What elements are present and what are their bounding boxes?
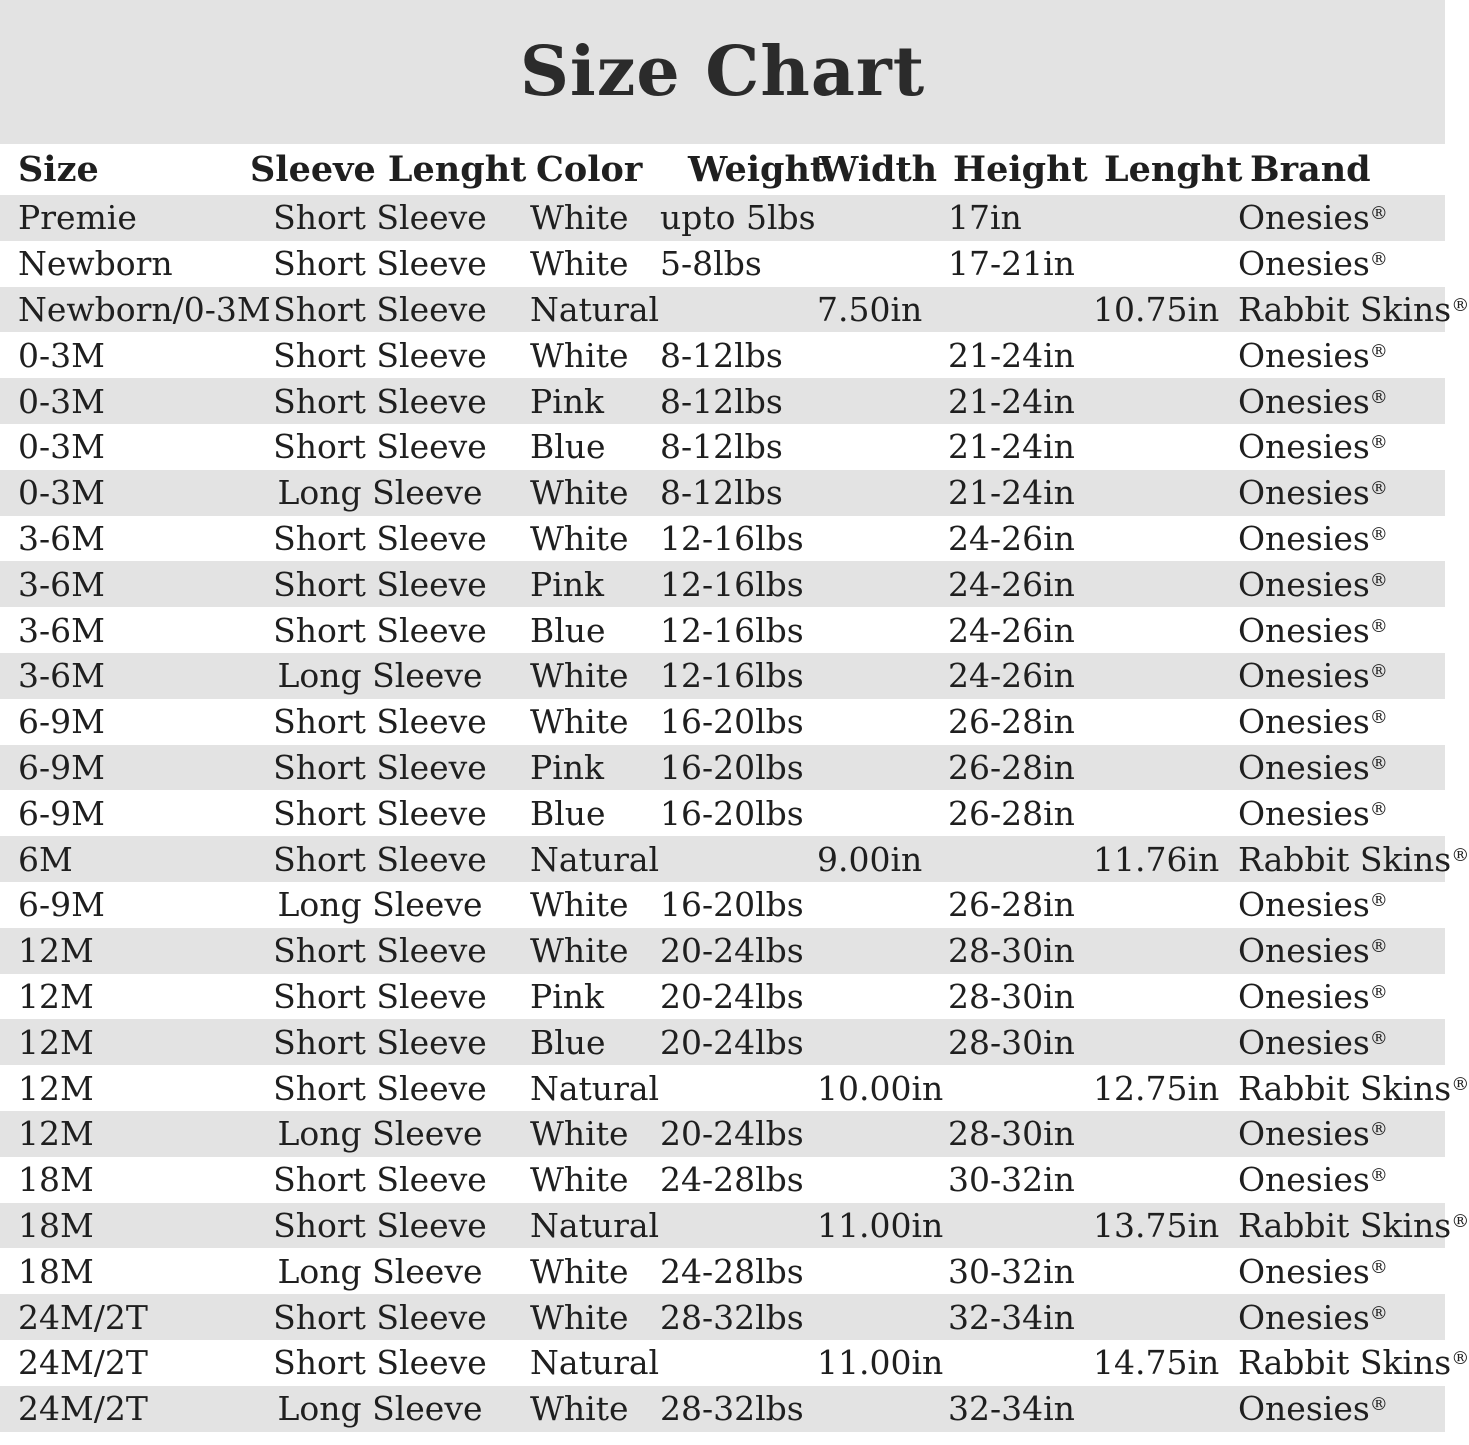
cell-sleeve: Short Sleeve: [273, 335, 487, 375]
cell-weight: [650, 1065, 805, 1111]
cell-height: 26-28in: [948, 793, 1075, 833]
cell-color: Natural: [530, 1205, 660, 1245]
cell-brand: Onesies®: [1238, 1022, 1388, 1062]
cell-length: [1085, 516, 1230, 562]
cell-width: [805, 1248, 940, 1294]
cell-size: 18M: [18, 1205, 94, 1245]
cell-brand: Onesies®: [1238, 1160, 1388, 1200]
registered-trademark-symbol: ®: [1369, 890, 1388, 912]
cell-weight: 8-12lbs: [660, 473, 783, 513]
cell-sleeve: Short Sleeve: [273, 1068, 487, 1108]
title-area: [0, 0, 1445, 144]
cell-brand: Onesies®: [1238, 1389, 1388, 1429]
cell-width: [805, 195, 940, 241]
cell-size: Newborn: [18, 244, 173, 284]
cell-size: 12M: [18, 931, 94, 971]
cell-color: White: [530, 473, 629, 513]
cell-sleeve: Short Sleeve: [273, 381, 487, 421]
cell-length: [1085, 1157, 1230, 1203]
cell-height: 30-32in: [948, 1251, 1075, 1291]
cell-brand: Onesies®: [1238, 473, 1388, 513]
cell-height: 21-24in: [948, 473, 1075, 513]
cell-size: 0-3M: [18, 473, 105, 513]
cell-color: White: [530, 1160, 629, 1200]
cell-color: Pink: [530, 381, 605, 421]
cell-brand: Onesies®: [1238, 610, 1388, 650]
cell-brand: Onesies®: [1238, 656, 1388, 696]
cell-sleeve: Short Sleeve: [273, 198, 487, 238]
cell-size: 3-6M: [18, 564, 105, 604]
cell-sleeve: Short Sleeve: [273, 1160, 487, 1200]
cell-sleeve: Short Sleeve: [273, 793, 487, 833]
cell-height: 24-26in: [948, 518, 1075, 558]
cell-color: Pink: [530, 976, 605, 1016]
cell-length: [1085, 1019, 1230, 1065]
cell-brand: Rabbit Skins®: [1238, 1205, 1469, 1245]
cell-brand: Onesies®: [1238, 1114, 1388, 1154]
cell-color: Blue: [530, 1022, 606, 1062]
cell-brand: Onesies®: [1238, 793, 1388, 833]
cell-length: [1085, 607, 1230, 653]
cell-height: [940, 287, 1085, 333]
cell-width: [805, 653, 940, 699]
registered-trademark-symbol: ®: [1369, 981, 1388, 1003]
cell-length: [1085, 882, 1230, 928]
cell-size: 18M: [18, 1160, 94, 1200]
column-header-brand: Brand: [1250, 149, 1371, 190]
cell-size: 12M: [18, 976, 94, 1016]
registered-trademark-symbol: ®: [1369, 1165, 1388, 1187]
table-row: [0, 974, 1445, 1020]
cell-height: 24-26in: [948, 656, 1075, 696]
cell-size: 6-9M: [18, 747, 105, 787]
cell-color: White: [530, 1114, 629, 1154]
cell-sleeve: Short Sleeve: [273, 289, 487, 329]
cell-brand: Onesies®: [1238, 1251, 1388, 1291]
cell-brand: Rabbit Skins®: [1238, 289, 1469, 329]
cell-color: White: [530, 1297, 629, 1337]
table-row: [0, 1386, 1445, 1432]
cell-length: [1085, 195, 1230, 241]
cell-size: 6-9M: [18, 702, 105, 742]
cell-color: Natural: [530, 1343, 660, 1383]
cell-height: 21-24in: [948, 381, 1075, 421]
cell-sleeve: Short Sleeve: [273, 1343, 487, 1383]
cell-width: [805, 1386, 940, 1432]
table-row: [0, 836, 1445, 882]
cell-length: 13.75in: [1093, 1205, 1220, 1245]
cell-brand: Onesies®: [1238, 518, 1388, 558]
cell-sleeve: Long Sleeve: [277, 473, 483, 513]
cell-width: [805, 332, 940, 378]
cell-height: 21-24in: [948, 335, 1075, 375]
registered-trademark-symbol: ®: [1369, 1256, 1388, 1278]
header-row: [0, 144, 1445, 195]
cell-color: Pink: [530, 747, 605, 787]
registered-trademark-symbol: ®: [1369, 798, 1388, 820]
cell-height: [940, 1065, 1085, 1111]
cell-length: 14.75in: [1093, 1343, 1220, 1383]
cell-weight: upto 5lbs: [660, 198, 816, 238]
registered-trademark-symbol: ®: [1451, 1348, 1469, 1370]
cell-color: White: [530, 518, 629, 558]
cell-weight: 12-16lbs: [660, 564, 804, 604]
cell-length: [1085, 1294, 1230, 1340]
table-row: [0, 745, 1445, 791]
cell-color: White: [530, 1389, 629, 1429]
cell-length: [1085, 1111, 1230, 1157]
cell-sleeve: Long Sleeve: [277, 885, 483, 925]
registered-trademark-symbol: ®: [1451, 1073, 1469, 1095]
cell-width: [805, 699, 940, 745]
cell-color: White: [530, 335, 629, 375]
cell-width: 11.00in: [817, 1205, 944, 1245]
cell-sleeve: Short Sleeve: [273, 518, 487, 558]
registered-trademark-symbol: ®: [1369, 249, 1388, 271]
cell-size: 0-3M: [18, 381, 105, 421]
cell-size: 18M: [18, 1251, 94, 1291]
table-row: [0, 1203, 1445, 1249]
registered-trademark-symbol: ®: [1369, 752, 1388, 774]
cell-length: [1085, 470, 1230, 516]
cell-color: White: [530, 702, 629, 742]
cell-sleeve: Long Sleeve: [277, 656, 483, 696]
cell-color: White: [530, 931, 629, 971]
cell-color: Natural: [530, 839, 660, 879]
cell-width: [805, 1157, 940, 1203]
cell-height: 30-32in: [948, 1160, 1075, 1200]
cell-weight: [650, 287, 805, 333]
cell-height: 24-26in: [948, 564, 1075, 604]
cell-width: [805, 516, 940, 562]
cell-brand: Onesies®: [1238, 747, 1388, 787]
table-row: [0, 195, 1445, 241]
cell-size: 3-6M: [18, 610, 105, 650]
cell-size: 6-9M: [18, 885, 105, 925]
cell-size: Newborn/0-3M: [18, 289, 271, 329]
cell-weight: 20-24lbs: [660, 1022, 804, 1062]
cell-sleeve: Short Sleeve: [273, 976, 487, 1016]
cell-weight: 20-24lbs: [660, 976, 804, 1016]
table-row: [0, 1157, 1445, 1203]
cell-weight: 8-12lbs: [660, 335, 783, 375]
table-row: [0, 287, 1445, 333]
registered-trademark-symbol: ®: [1369, 707, 1388, 729]
cell-height: 17-21in: [948, 244, 1075, 284]
cell-length: [1085, 699, 1230, 745]
cell-size: 6M: [18, 839, 73, 879]
cell-brand: Onesies®: [1238, 335, 1388, 375]
cell-brand: Onesies®: [1238, 381, 1388, 421]
cell-sleeve: Long Sleeve: [277, 1389, 483, 1429]
cell-brand: Onesies®: [1238, 885, 1388, 925]
cell-width: [805, 561, 940, 607]
cell-weight: 12-16lbs: [660, 610, 804, 650]
cell-length: [1085, 745, 1230, 791]
cell-color: White: [530, 885, 629, 925]
registered-trademark-symbol: ®: [1369, 661, 1388, 683]
cell-weight: 12-16lbs: [660, 656, 804, 696]
cell-color: Blue: [530, 610, 606, 650]
cell-color: Blue: [530, 427, 606, 467]
cell-brand: Onesies®: [1238, 244, 1388, 284]
cell-sleeve: Short Sleeve: [273, 1022, 487, 1062]
registered-trademark-symbol: ®: [1369, 936, 1388, 958]
cell-length: [1085, 561, 1230, 607]
registered-trademark-symbol: ®: [1369, 524, 1388, 545]
cell-weight: 20-24lbs: [660, 1114, 804, 1154]
cell-sleeve: Short Sleeve: [273, 564, 487, 604]
cell-weight: 16-20lbs: [660, 793, 804, 833]
cell-size: 24M/2T: [18, 1389, 148, 1429]
cell-length: 11.76in: [1093, 839, 1220, 879]
cell-length: [1085, 790, 1230, 836]
cell-brand: Onesies®: [1238, 427, 1388, 467]
registered-trademark-symbol: ®: [1369, 569, 1388, 591]
cell-sleeve: Short Sleeve: [273, 244, 487, 284]
cell-size: 0-3M: [18, 427, 105, 467]
cell-sleeve: Short Sleeve: [273, 1205, 487, 1245]
table-row: [0, 928, 1445, 974]
cell-weight: [650, 1203, 805, 1249]
cell-color: Pink: [530, 564, 605, 604]
cell-height: [940, 836, 1085, 882]
cell-color: White: [530, 1251, 629, 1291]
column-header-width: Width: [819, 149, 938, 190]
cell-length: [1085, 332, 1230, 378]
cell-length: [1085, 241, 1230, 287]
cell-size: 3-6M: [18, 518, 105, 558]
cell-weight: 20-24lbs: [660, 931, 804, 971]
cell-color: Natural: [530, 1068, 660, 1108]
cell-weight: 16-20lbs: [660, 702, 804, 742]
cell-weight: 5-8lbs: [660, 244, 762, 284]
table-row: [0, 470, 1445, 516]
cell-size: 3-6M: [18, 656, 105, 696]
cell-sleeve: Short Sleeve: [273, 839, 487, 879]
cell-weight: 16-20lbs: [660, 747, 804, 787]
table-row: [0, 424, 1445, 470]
cell-size: 24M/2T: [18, 1343, 148, 1383]
cell-brand: Onesies®: [1238, 564, 1388, 604]
table-row: [0, 241, 1445, 287]
cell-width: [805, 607, 940, 653]
column-header-height: Height: [953, 149, 1088, 190]
cell-weight: [650, 836, 805, 882]
table-row: [0, 607, 1445, 653]
cell-height: 17in: [948, 198, 1022, 238]
cell-weight: 24-28lbs: [660, 1251, 804, 1291]
cell-width: [805, 928, 940, 974]
cell-length: [1085, 974, 1230, 1020]
cell-width: 7.50in: [817, 289, 923, 329]
cell-width: [805, 470, 940, 516]
cell-height: 26-28in: [948, 747, 1075, 787]
cell-size: 0-3M: [18, 335, 105, 375]
table-row: [0, 1248, 1445, 1294]
registered-trademark-symbol: ®: [1369, 340, 1388, 362]
size-chart-table: [0, 144, 1469, 1432]
registered-trademark-symbol: ®: [1369, 203, 1388, 225]
cell-brand: Onesies®: [1238, 931, 1388, 971]
cell-weight: 24-28lbs: [660, 1160, 804, 1200]
registered-trademark-symbol: ®: [1369, 478, 1388, 500]
table-row: [0, 561, 1445, 607]
registered-trademark-symbol: ®: [1369, 432, 1388, 454]
cell-height: 32-34in: [948, 1389, 1075, 1429]
cell-weight: 8-12lbs: [660, 381, 783, 421]
cell-sleeve: Short Sleeve: [273, 427, 487, 467]
cell-weight: 28-32lbs: [660, 1389, 804, 1429]
cell-width: [805, 378, 940, 424]
table-row: [0, 378, 1445, 424]
cell-sleeve: Long Sleeve: [277, 1251, 483, 1291]
registered-trademark-symbol: ®: [1369, 1119, 1388, 1141]
cell-height: 26-28in: [948, 885, 1075, 925]
cell-size: 24M/2T: [18, 1297, 148, 1337]
registered-trademark-symbol: ®: [1451, 1210, 1469, 1232]
registered-trademark-symbol: ®: [1369, 1394, 1388, 1416]
cell-length: 10.75in: [1093, 289, 1220, 329]
cell-length: [1085, 1386, 1230, 1432]
cell-width: [805, 241, 940, 287]
cell-width: 11.00in: [817, 1343, 944, 1383]
cell-length: [1085, 424, 1230, 470]
cell-width: [805, 1294, 940, 1340]
column-header-color: Color: [536, 149, 643, 190]
cell-height: [940, 1340, 1085, 1386]
cell-sleeve: Short Sleeve: [273, 702, 487, 742]
table-row: [0, 1019, 1445, 1065]
page-title: Size Chart: [519, 32, 926, 112]
cell-weight: 16-20lbs: [660, 885, 804, 925]
cell-width: [805, 882, 940, 928]
table-row: [0, 332, 1445, 378]
cell-width: [805, 1111, 940, 1157]
cell-length: [1085, 378, 1230, 424]
cell-color: Blue: [530, 793, 606, 833]
cell-width: [805, 974, 940, 1020]
cell-sleeve: Short Sleeve: [273, 610, 487, 650]
cell-brand: Onesies®: [1238, 702, 1388, 742]
cell-sleeve: Short Sleeve: [273, 931, 487, 971]
table-row: [0, 653, 1445, 699]
table-row: [0, 790, 1445, 836]
cell-color: White: [530, 656, 629, 696]
column-header-weight: Weight: [688, 149, 827, 190]
cell-sleeve: Long Sleeve: [277, 1114, 483, 1154]
cell-width: 10.00in: [817, 1068, 944, 1108]
cell-length: [1085, 1248, 1230, 1294]
cell-brand: Onesies®: [1238, 198, 1388, 238]
column-header-sleeve: Sleeve Lenght: [250, 149, 527, 190]
table-row: [0, 1340, 1445, 1386]
cell-brand: Rabbit Skins®: [1238, 1068, 1469, 1108]
cell-height: 28-30in: [948, 931, 1075, 971]
cell-color: Natural: [530, 289, 660, 329]
cell-sleeve: Short Sleeve: [273, 1297, 487, 1337]
cell-width: [805, 790, 940, 836]
cell-height: 28-30in: [948, 1022, 1075, 1062]
cell-height: 26-28in: [948, 702, 1075, 742]
cell-color: White: [530, 244, 629, 284]
cell-height: 24-26in: [948, 610, 1075, 650]
cell-size: 12M: [18, 1114, 94, 1154]
cell-size: 12M: [18, 1068, 94, 1108]
cell-length: [1085, 928, 1230, 974]
column-header-size: Size: [18, 149, 99, 190]
table-row: [0, 1294, 1445, 1340]
registered-trademark-symbol: ®: [1451, 295, 1469, 317]
cell-brand: Rabbit Skins®: [1238, 839, 1469, 879]
table-row: [0, 699, 1445, 745]
cell-weight: 8-12lbs: [660, 427, 783, 467]
cell-weight: [650, 1340, 805, 1386]
cell-color: White: [530, 198, 629, 238]
cell-brand: Rabbit Skins®: [1238, 1343, 1469, 1383]
cell-width: [805, 745, 940, 791]
cell-size: 12M: [18, 1022, 94, 1062]
cell-size: Premie: [18, 198, 137, 238]
table-row: [0, 1065, 1445, 1111]
cell-sleeve: Short Sleeve: [273, 747, 487, 787]
table-row: [0, 516, 1445, 562]
cell-height: 28-30in: [948, 976, 1075, 1016]
cell-width: 9.00in: [817, 839, 923, 879]
registered-trademark-symbol: ®: [1369, 615, 1388, 637]
cell-size: 6-9M: [18, 793, 105, 833]
cell-width: [805, 424, 940, 470]
table-row: [0, 882, 1445, 928]
cell-height: 28-30in: [948, 1114, 1075, 1154]
registered-trademark-symbol: ®: [1451, 844, 1469, 866]
cell-height: [940, 1203, 1085, 1249]
registered-trademark-symbol: ®: [1369, 1302, 1388, 1324]
cell-height: 21-24in: [948, 427, 1075, 467]
cell-width: [805, 1019, 940, 1065]
table-row: [0, 1111, 1445, 1157]
cell-weight: 28-32lbs: [660, 1297, 804, 1337]
cell-height: 32-34in: [948, 1297, 1075, 1337]
column-header-length: Lenght: [1104, 149, 1243, 190]
cell-weight: 12-16lbs: [660, 518, 804, 558]
cell-length: 12.75in: [1093, 1068, 1220, 1108]
cell-length: [1085, 653, 1230, 699]
cell-brand: Onesies®: [1238, 1297, 1388, 1337]
cell-brand: Onesies®: [1238, 976, 1388, 1016]
registered-trademark-symbol: ®: [1369, 1027, 1388, 1049]
registered-trademark-symbol: ®: [1369, 386, 1388, 408]
